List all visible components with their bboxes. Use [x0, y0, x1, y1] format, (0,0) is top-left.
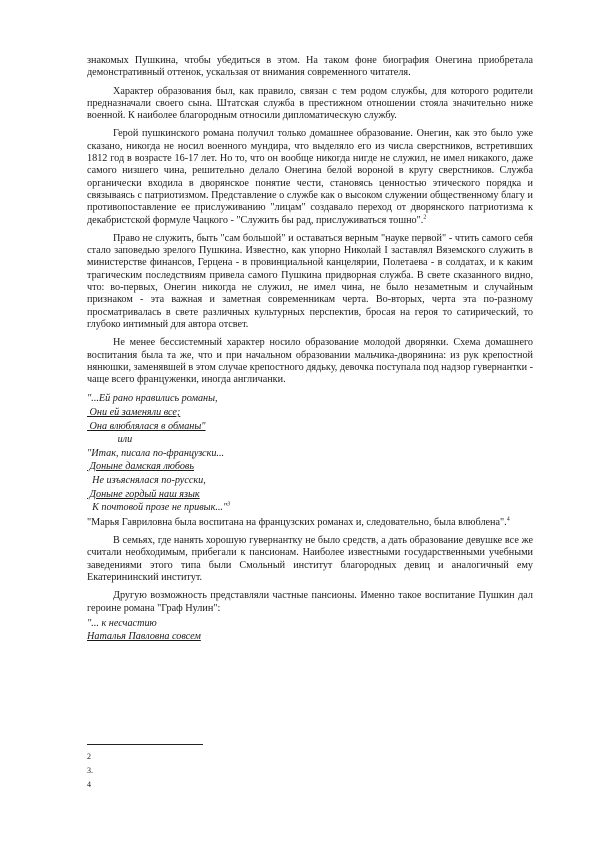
footnote-ref-4[interactable]: 4: [506, 516, 510, 523]
footnote-ref-2[interactable]: 2: [423, 214, 427, 221]
poem-line: Не изъяснялася по-русски,: [87, 474, 206, 486]
poem-line: Доныне гордый наш язык: [87, 488, 200, 500]
poem-line: Она влюблялася в обманы": [87, 420, 206, 432]
body-text: [87, 55, 533, 644]
paragraph-2: Характер образования был, как правило, связан с тем родом службы, для которого родители предназначали своего сына. Штатская служба в престижном отношении стояла значительно ниже военной. К наиболее благородным относили дипломатическую службу.: [87, 85, 533, 122]
footnote-2: 2: [87, 752, 91, 761]
poem-line: "... к несчастию: [87, 617, 157, 629]
poem-line: К почтовой прозе не привык..."$^3$: [87, 501, 231, 514]
footnote-3: 3.: [87, 766, 93, 775]
paragraph-3: Герой пушкинского романа получил только домашнее образование. Онегин, как это было уже сказано, никогда не носил военного мундира, что выделяло его из числа сверстников, встретивших 1812 год в возрасте 16-17 лет. Но то, что он вообще никогда нигде не служил, не имел никакого, даже самого низшего чина, решительно делало Онегина белой вороной в кругу сверстников. Служба органически входила в дворянское понятие чести, становясь ценностью этического порядка и связываясь с патриотизмом. Представление о службе как о высоком служении общественному благу и противопоставление ее прислуживанию "лицам" создавало переход от дворянского патриотизма к декабристской формуле Чацкого - "Служить бы рад, прислуживаться тошно".$^2$: [87, 128, 533, 226]
poem-line: "...Ей рано нравились романы,: [87, 393, 218, 405]
paragraph-6: "Марья Гавриловна была воспитана на французских романах и, следовательно, была влюблена".$^4$: [87, 516, 510, 528]
paragraph-1: знакомых Пушкина, чтобы убедиться в этом. На таком фоне биография Онегина приобретала демонстративный оттенок, ускальзая от внимания современного читателя.: [87, 55, 533, 79]
paragraph-5: Не менее бессистемный характер носило образование молодой дворянки. Схема домашнего воспитания была та же, что и при начальном образовании мальчика-дворянина: из рук крепостной нянюшки, заменявшей в этом случае крепостного дядьку, девочка поступала под надзор гувернантки - чаще всего француженки, иногда англичанки.: [87, 337, 533, 386]
paragraph-4: Право не служить, быть "сам большой" и оставаться верным "науке первой" - чтить самого себя стало заповедью зрелого Пушкина. Известно, как упорно Николай I заставлял Вяземского служить в министерстве финансов, Герцена - в провинциальной канцелярии, Полетаева - в солдатах, и к каким трагическим последствиям привела самого Пушкина придворная служба. В свете сказанного видно, что: во-первых, Онегин никогда не служил, не имел чина, не было незаметным и случайным признаком - эта важная и заметная современникам черта. Во-вторых, черта эта по-разному просматривалась в свете различных культурных перспектив, бросая на героя то сатирический, то глубоко интимный для автора отсвет.: [87, 232, 533, 330]
poem-quote-2: [87, 617, 533, 644]
paragraph-8: Другую возможность представляли частные пансионы. Именно такое воспитание Пушкин дал героине романа "Граф Нулин":: [87, 590, 533, 614]
poem-line: Они ей заменяли все;: [87, 407, 181, 419]
poem-line: или: [87, 434, 133, 446]
footnote-separator: [87, 744, 203, 745]
poem-line: "Итак, писала по-французски...: [87, 447, 225, 459]
footnote-ref-3[interactable]: 3: [227, 501, 231, 508]
footnotes: [87, 750, 93, 792]
poem-line: Наталья Павловна совсем: [87, 631, 201, 643]
poem-quote-1: [87, 392, 533, 514]
footnote-4: 4: [87, 780, 91, 789]
poem-line: Доныне дамская любовь: [87, 461, 194, 473]
paragraph-7: В семьях, где нанять хорошую гувернантку не было средств, а дать образование девушке все же считали необходимым, прибегали к пансионам. Наиболее известными государственными учебными заведениями этого типа были Смольный институт благородных девиц и аналогичный ему Екатерининский институт.: [87, 535, 533, 583]
